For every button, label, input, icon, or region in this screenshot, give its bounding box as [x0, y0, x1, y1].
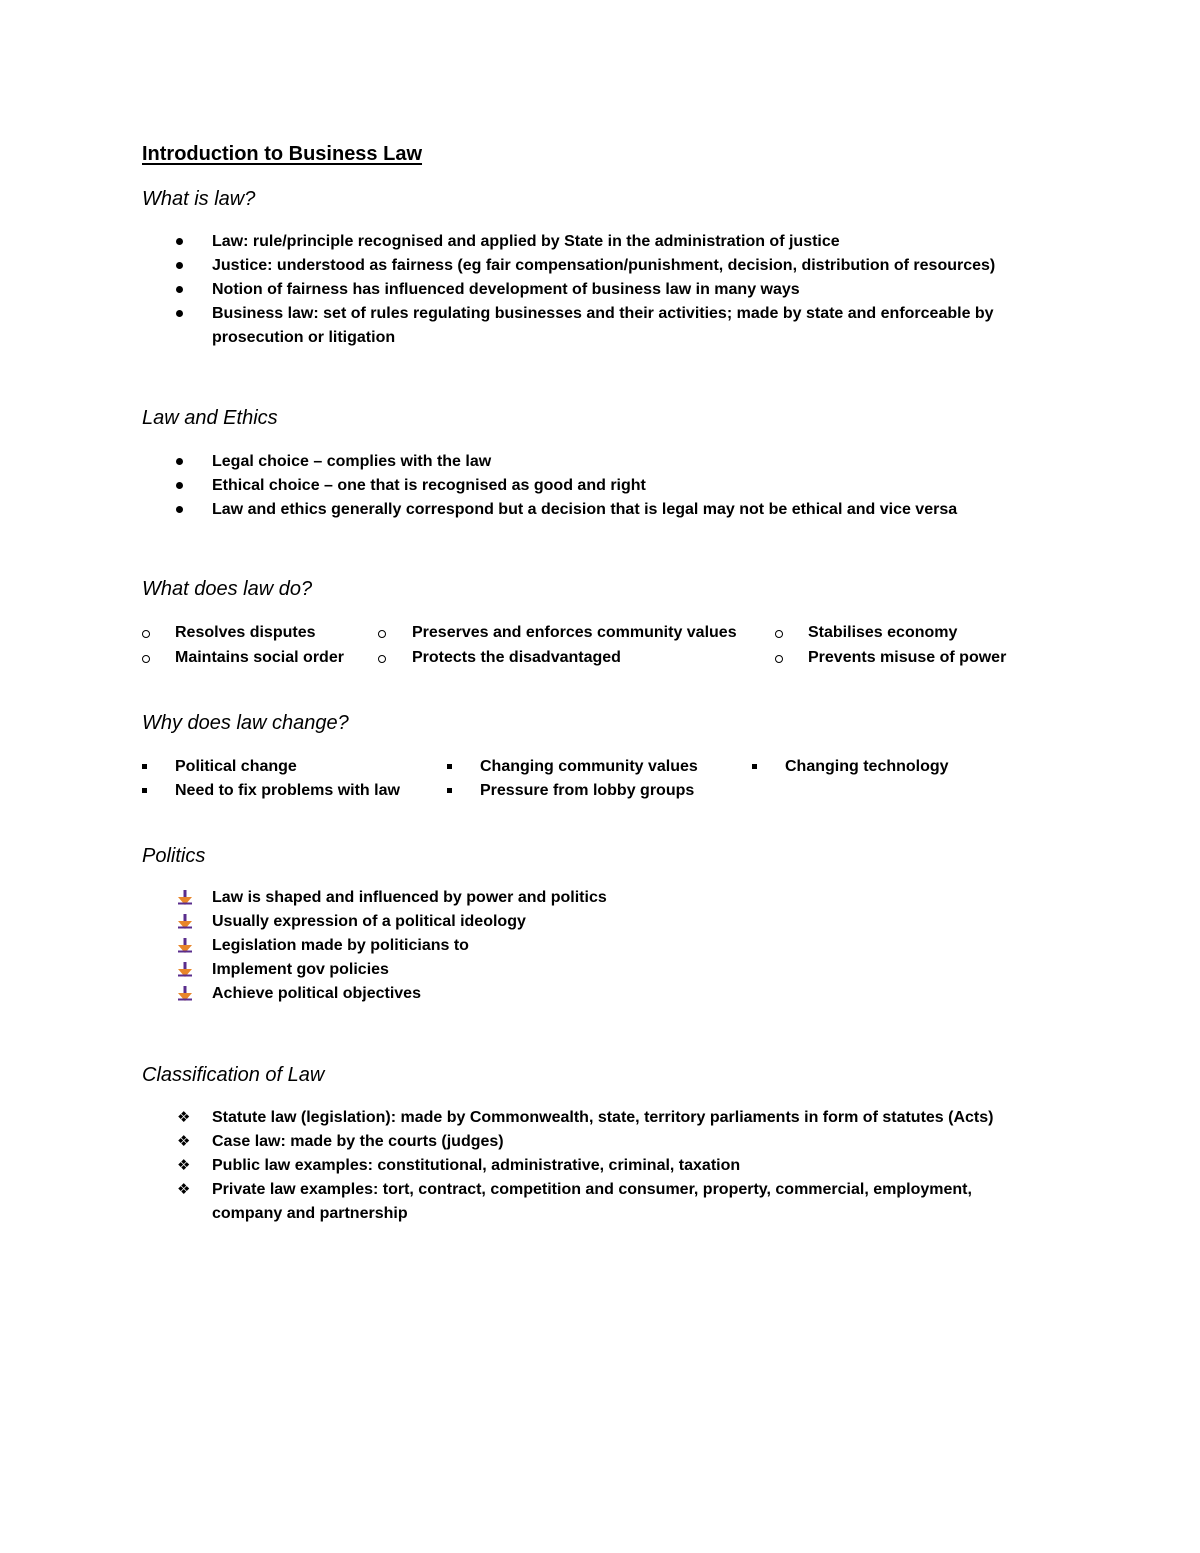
heading-classification-of-law: Classification of Law: [142, 1064, 325, 1086]
bullet-circle-icon: [378, 655, 386, 663]
list-item: Changing technology: [785, 758, 949, 775]
list-item: Need to fix problems with law: [175, 782, 400, 799]
bullet-dot-icon: [176, 238, 183, 245]
arrow-bullet-icon: [178, 938, 192, 954]
four-diamond-bullet-icon: ❖: [177, 1109, 191, 1126]
document-title: Introduction to Business Law: [142, 143, 423, 165]
bullet-square-icon: [142, 764, 147, 769]
bullet-dot-icon: [176, 506, 183, 513]
list-item: Legal choice – complies with the law: [212, 453, 492, 470]
bullet-square-icon: [752, 764, 757, 769]
list-item: Ethical choice – one that is recognised as good and right: [212, 477, 646, 494]
list-item: Preserves and enforces community values: [412, 624, 737, 641]
list-item: Achieve political objectives: [212, 985, 421, 1002]
arrow-bullet-icon: [178, 962, 192, 978]
list-item: Stabilises economy: [808, 624, 958, 641]
list-item: Justice: understood as fairness (eg fair compensation/punishment, decision, distribution of resources): [212, 257, 996, 274]
heading-why-does-law-change: Why does law change?: [142, 712, 349, 734]
list-item: Implement gov policies: [212, 961, 389, 978]
bullet-square-icon: [447, 788, 452, 793]
list-item: Resolves disputes: [175, 624, 316, 641]
list-item: Usually expression of a political ideology: [212, 913, 526, 930]
bullet-circle-icon: [378, 630, 386, 638]
list-item: Law is shaped and influenced by power and politics: [212, 889, 607, 906]
list-item: Changing community values: [480, 758, 698, 775]
bullet-circle-icon: [142, 655, 150, 663]
list-item: Business law: set of rules regulating businesses and their activities; made by state and enforceable by: [212, 305, 994, 322]
bullet-dot-icon: [176, 310, 183, 317]
arrow-bullet-icon: [178, 986, 192, 1002]
list-item: Protects the disadvantaged: [412, 649, 621, 666]
bullet-square-icon: [447, 764, 452, 769]
bullet-circle-icon: [775, 655, 783, 663]
bullet-circle-icon: [775, 630, 783, 638]
four-diamond-bullet-icon: ❖: [177, 1133, 191, 1150]
four-diamond-bullet-icon: ❖: [177, 1157, 191, 1174]
bullet-dot-icon: [176, 458, 183, 465]
list-item: Law and ethics generally correspond but a decision that is legal may not be ethical and vice versa: [212, 501, 958, 518]
list-item-continuation: company and partnership: [212, 1205, 408, 1222]
list-item: Legislation made by politicians to: [212, 937, 469, 954]
list-item: Prevents misuse of power: [808, 649, 1007, 666]
list-item: Pressure from lobby groups: [480, 782, 695, 799]
heading-politics: Politics: [142, 845, 206, 867]
list-item: Maintains social order: [175, 649, 344, 666]
bullet-dot-icon: [176, 262, 183, 269]
bullet-dot-icon: [176, 286, 183, 293]
list-item: Statute law (legislation): made by Commonwealth, state, territory parliaments in form of statutes (Acts): [212, 1109, 994, 1126]
arrow-bullet-icon: [178, 914, 192, 930]
list-item-continuation: prosecution or litigation: [212, 329, 396, 346]
heading-law-and-ethics: Law and Ethics: [142, 407, 278, 429]
list-item: Notion of fairness has influenced development of business law in many ways: [212, 281, 800, 298]
list-item: Law: rule/principle recognised and applied by State in the administration of justice: [212, 233, 840, 250]
heading-what-is-law: What is law?: [142, 188, 256, 210]
four-diamond-bullet-icon: ❖: [177, 1181, 191, 1198]
list-item: Public law examples: constitutional, administrative, criminal, taxation: [212, 1157, 741, 1174]
bullet-dot-icon: [176, 482, 183, 489]
heading-what-does-law-do: What does law do?: [142, 578, 313, 600]
list-item: Private law examples: tort, contract, competition and consumer, property, commercial, employment,: [212, 1181, 972, 1198]
list-item: Case law: made by the courts (judges): [212, 1133, 504, 1150]
arrow-bullet-icon: [178, 890, 192, 906]
bullet-square-icon: [142, 788, 147, 793]
list-item: Political change: [175, 758, 297, 775]
bullet-circle-icon: [142, 630, 150, 638]
